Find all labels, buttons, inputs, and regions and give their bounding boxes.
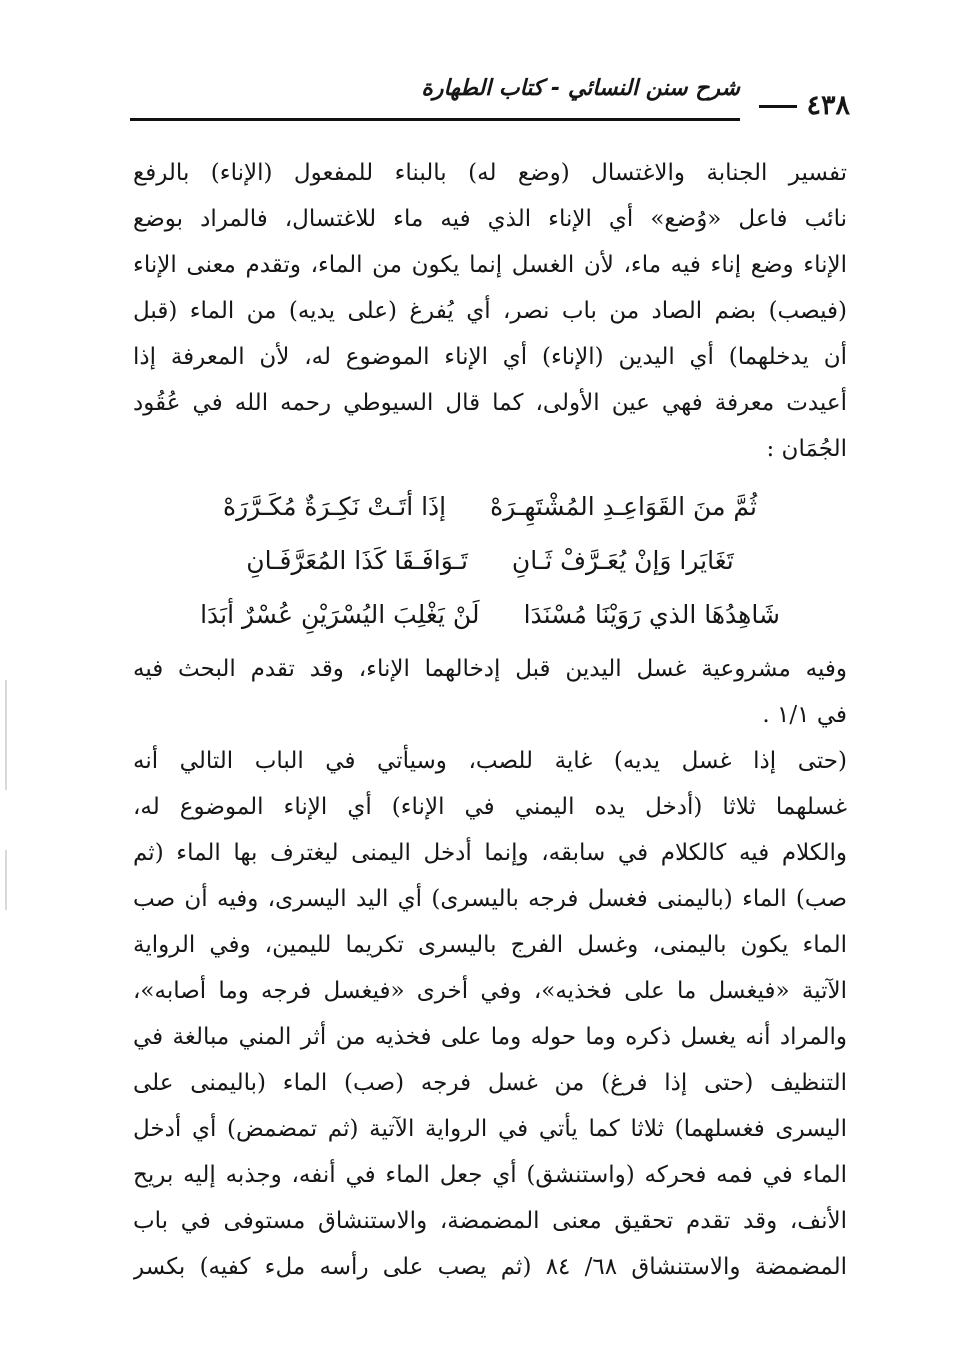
- text-line: الجُمَان :: [766, 436, 847, 462]
- poem-verse: [133, 588, 847, 642]
- page-header: [130, 70, 850, 130]
- paragraph-2: [133, 646, 847, 738]
- paragraph-3: [133, 738, 847, 1290]
- header-rule: [130, 118, 740, 121]
- text-line: والكلام فيه كالكلام في سابقه، وإنما أدخل اليمنى ليغترف بها الماء (ثم: [133, 840, 847, 866]
- page-body: [133, 150, 847, 1290]
- text-line: (حتى إذا غسل يديه) غاية للصب، وسيأتي في الباب التالي أنه: [133, 748, 847, 774]
- poem: [133, 472, 847, 646]
- text-line: أن يدخلهما) أي اليدين (الإناء) أي الإناء الموضوع له، لأن المعرفة إذا: [133, 344, 847, 370]
- scan-margin-mark: [5, 680, 7, 790]
- poem-verse: [133, 480, 847, 534]
- text-line: الأنف، وقد تقدم تحقيق معنى المضمضة، والاستنشاق مستوفى في باب: [133, 1208, 847, 1234]
- text-line: وفيه مشروعية غسل اليدين قبل إدخالهما الإناء، وقد تقدم البحث فيه: [133, 656, 847, 682]
- page-number: ٤٣٨: [806, 90, 850, 121]
- text-line: غسلهما ثلاثا (أدخل يده اليمني في الإناء) أي الإناء الموضوع له،: [133, 794, 847, 820]
- text-line: نائب فاعل «وُضع» أي الإناء الذي فيه ماء للاغتسال، فالمراد بوضع: [133, 206, 847, 232]
- text-line: المضمضة والاستنشاق ٦٨/ ٨٤ (ثم يصب على رأسه ملء كفيه) بكسر: [133, 1254, 847, 1280]
- page-number-block: [755, 90, 850, 121]
- text-line: والمراد أنه يغسل ذكره وما حوله وما على فخذيه من أثر المني مبالغة في: [133, 1024, 847, 1050]
- text-line: التنظيف (حتى إذا فرغ) من غسل فرجه (صب) الماء (باليمنى على: [133, 1070, 847, 1096]
- text-line: الإناء وضع إناء فيه ماء، لأن الغسل إنما يكون من الماء، وتقدم معنى الإناء: [133, 252, 847, 278]
- text-line: في ١/١ .: [762, 702, 847, 728]
- text-line: اليسرى فغسلهما) ثلاثا كما يأتي في الرواية الآتية (ثم تمضمض) أي أدخل: [133, 1116, 847, 1142]
- text-line: الماء في فمه فحركه (واستنشق) أي جعل الماء في أنفه، وجذبه إليه بريح: [133, 1162, 847, 1188]
- text-line: الماء يكون باليمنى، وغسل الفرج باليسرى تكريما لليمين، وفي الرواية: [133, 932, 847, 958]
- verse-second-hemistich: تَـوَافَـقَا كَذَا المُعَرَّفَـانِ: [246, 546, 468, 575]
- text-line: (فيصب) بضم الصاد من باب نصر، أي يُفرغ (على يديه) من الماء (قبل: [133, 298, 847, 324]
- text-line: تفسير الجنابة والاغتسال (وضع له) بالبناء للمفعول (الإناء) بالرفع: [133, 160, 847, 186]
- verse-second-hemistich: إذَا أتَـتْ نَكِـرَةٌ مُكَـرَّرَهْ: [223, 492, 447, 521]
- scan-margin-mark: [5, 850, 7, 910]
- running-title: شرح سنن النسائي - كتاب الطهارة: [421, 76, 740, 101]
- text-line: الآتية «فيغسل ما على فخذيه»، وفي أخرى «فيغسل فرجه وما أصابه»،: [133, 978, 847, 1004]
- page-number-dash: [759, 105, 797, 108]
- paragraph-1: [133, 150, 847, 472]
- text-line: صب) الماء (باليمنى فغسل فرجه باليسرى) أي اليد اليسرى، وفيه أن صب: [133, 886, 847, 912]
- verse-first-hemistich: تَغَايَرا وَإنْ يُعَـرَّفْ ثَـانِ: [511, 546, 734, 575]
- verse-first-hemistich: شَاهِدُهَا الذي رَوَيْنَا مُسْنَدَا: [523, 600, 780, 629]
- poem-verse: [133, 534, 847, 588]
- verse-second-hemistich: لَنْ يَغْلِبَ اليُسْرَيْنِ عُسْرٌ أبَدَا: [200, 600, 480, 629]
- verse-first-hemistich: ثُمَّ منَ القَوَاعِـدِ المُشْتَهِـرَهْ: [490, 492, 758, 521]
- text-line: أعيدت معرفة فهي عين الأولى، كما قال السيوطي رحمه الله في عُقُود: [133, 390, 847, 416]
